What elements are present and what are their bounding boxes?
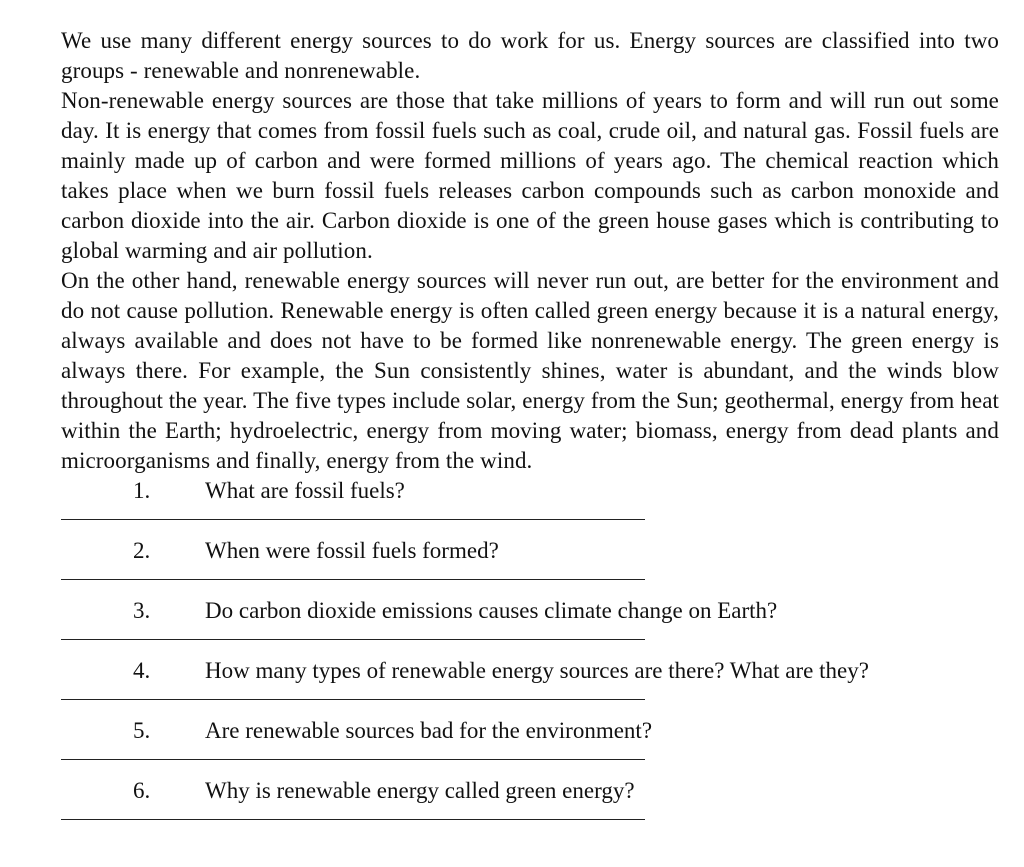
worksheet-page [61,26,999,836]
question-text: Why is renewable energy called green energy? [205,778,635,803]
question-number: 3. [133,598,151,623]
question-item-6 [61,776,999,836]
question-text: When were fossil fuels formed? [205,538,499,563]
renewable-paragraph: On the other hand, renewable energy sources will never run out, are better for the environment and do not cause pollution. Renewable energy is often called green energy because it is a natural energy, always available and does not have to be formed like nonrenewable energy. The green energy is always there. For example, the Sun consistently shines, water is abundant, and the winds blow throughout the year. The five types include solar, energy from the Sun; geothermal, energy from heat within the Earth; hydroelectric, energy from moving water; biomass, energy from dead plants and microorganisms and finally, energy from the wind. [61,268,999,473]
answer-line[interactable] [61,519,645,520]
question-text: How many types of renewable energy sources are there? What are they? [205,658,869,683]
question-item-5 [61,716,999,776]
answer-line[interactable] [61,699,645,700]
question-number: 6. [133,778,151,803]
answer-line[interactable] [61,639,645,640]
question-text: Do carbon dioxide emissions causes climate change on Earth? [205,598,778,623]
answer-line[interactable] [61,759,645,760]
nonrenewable-paragraph: Non-renewable energy sources are those that take millions of years to form and will run out some day. It is energy that comes from fossil fuels such as coal, crude oil, and natural gas. Fossil fuels are mainly made up of carbon and were formed millions of years ago. The chemical reaction which takes place when we burn fossil fuels releases carbon compounds such as carbon monoxide and carbon dioxide into the air. Carbon dioxide is one of the green house gases which is contributing to global warming and air pollution. [61,88,999,263]
question-item-4 [61,656,999,716]
question-number: 1. [133,478,151,503]
question-item-2 [61,536,999,596]
intro-paragraph: We use many different energy sources to do work for us. Energy sources are classified into two groups - renewable and nonrenewable. [61,28,999,83]
question-number: 5. [133,718,151,743]
answer-line[interactable] [61,819,645,820]
question-item-3 [61,596,999,656]
question-item-1 [61,476,999,536]
question-list [61,476,999,836]
question-text: What are fossil fuels? [205,478,405,503]
question-number: 4. [133,658,151,683]
question-text: Are renewable sources bad for the environment? [205,718,653,743]
answer-line[interactable] [61,579,645,580]
question-number: 2. [133,538,151,563]
